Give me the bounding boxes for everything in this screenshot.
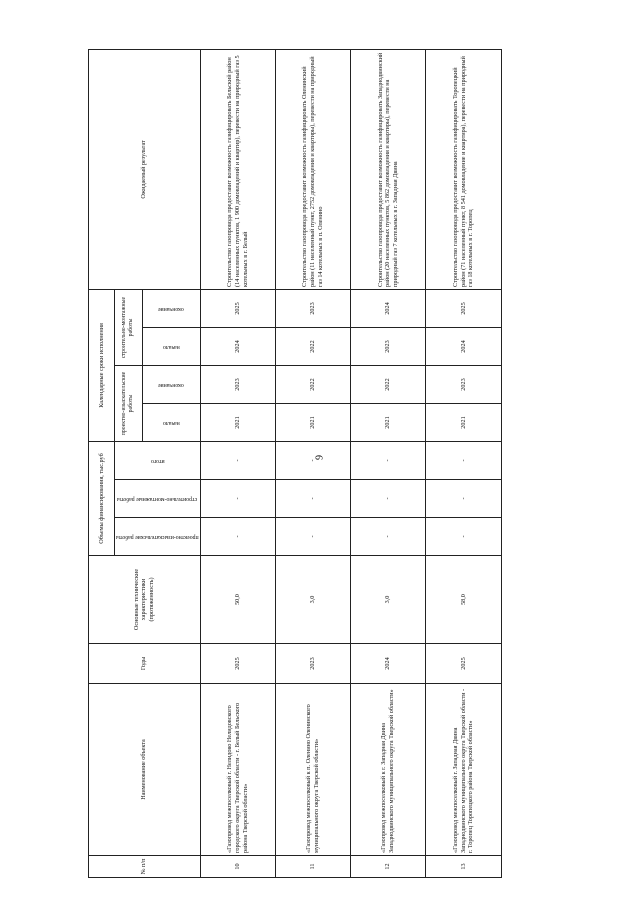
cell-fin-design: -: [275, 518, 350, 556]
cell-characteristics: 3,0: [351, 556, 426, 644]
cell-characteristics: 50,0: [200, 556, 275, 644]
cell-characteristics: 58,0: [426, 556, 501, 644]
gas-pipeline-table-container: [88, 52, 484, 878]
header-fin-construction-label: строительно-монтажные работы: [117, 496, 198, 503]
header-cal-construction: строительно-монтажные работы: [115, 289, 143, 365]
cell-design-start: 2021: [426, 404, 501, 442]
cell-fin-construction: -: [200, 480, 275, 518]
cell-fin-total: -: [275, 442, 350, 480]
cell-construction-end: 2025: [200, 289, 275, 327]
header-fin-total: [115, 442, 201, 480]
cell-fin-construction: -: [275, 480, 350, 518]
cell-design-end: 2023: [200, 366, 275, 404]
header-construction-end: [142, 289, 200, 327]
cell-fin-design: -: [200, 518, 275, 556]
cell-years: 2023: [275, 644, 350, 684]
header-construction-start-label: начало: [162, 344, 180, 351]
cell-fin-construction: -: [426, 480, 501, 518]
header-fin-design-label: проектно-изыскательские работы: [116, 534, 199, 541]
cell-fin-design: -: [351, 518, 426, 556]
cell-characteristics: 3,0: [275, 556, 350, 644]
header-financing: Объемы финансирования, тыс.руб: [89, 442, 115, 556]
cell-construction-end: 2023: [275, 289, 350, 327]
header-design-end: [142, 366, 200, 404]
cell-construction-end: 2025: [426, 289, 501, 327]
header-design-start: [142, 404, 200, 442]
cell-num: 12: [351, 856, 426, 878]
cell-name: «Газопровод межпоселковый г. Западная Двина Западнодвинского муниципального округа Тверской области - г. Торопец Торопецкого района Тверской области»: [426, 684, 501, 856]
header-design-start-label: начало: [162, 420, 180, 427]
cell-construction-start: 2023: [351, 328, 426, 366]
header-fin-total-label: итого: [150, 458, 165, 465]
table-row: [200, 49, 275, 877]
cell-result: Строительство газопровода предоставит возможность газифицировать Бельский район (14 населенных пунктов, 1 900 домовладений и квартир), перевести на природный газ 5 котельных в г. Белый: [200, 49, 275, 289]
cell-num: 11: [275, 856, 350, 878]
header-years: Годы: [89, 644, 201, 684]
header-fin-design: [115, 518, 201, 556]
cell-design-start: 2021: [200, 404, 275, 442]
header-calendar: Календарные сроки исполнения: [89, 289, 115, 441]
cell-design-end: 2023: [426, 366, 501, 404]
cell-design-end: 2022: [351, 366, 426, 404]
cell-construction-end: 2024: [351, 289, 426, 327]
header-construction-end-label: окончание: [158, 306, 184, 313]
cell-design-start: 2021: [275, 404, 350, 442]
cell-design-start: 2021: [351, 404, 426, 442]
cell-construction-start: 2022: [275, 328, 350, 366]
cell-num: 13: [426, 856, 501, 878]
cell-num: 10: [200, 856, 275, 878]
cell-result: Строительство газопровода предоставит возможность газифицировать Торопецкий район (71 населенный пункт, 8 541 домовладение и квартира), перевести на природный газ 18 котельных в г. Торопец: [426, 49, 501, 289]
header-result: Ожидаемый результат: [89, 49, 201, 289]
header-fin-construction: [115, 480, 201, 518]
table-row: [426, 49, 501, 877]
cell-name: «Газопровод межпоселковый г. Нелидово Нелидовского городского округа Тверской области - г. Белый Бельского района Тверской области»: [200, 684, 275, 856]
cell-years: 2025: [426, 644, 501, 684]
cell-name: «Газопровод межпоселковый к п. Оленино Оленинского муниципального округа Тверской области»: [275, 684, 350, 856]
cell-fin-total: -: [426, 442, 501, 480]
cell-fin-construction: -: [351, 480, 426, 518]
cell-fin-total: -: [351, 442, 426, 480]
header-cal-design: проектно-изыскательские работы: [115, 366, 143, 442]
cell-design-end: 2022: [275, 366, 350, 404]
cell-fin-design: -: [426, 518, 501, 556]
cell-result: Строительство газопровода предоставит возможность газифицировать Западнодвинский район (20 населенных пунктов, 5 862 домовладения и квартиры), перевести на природный газ 7 котельных в г. Западная Двина: [351, 49, 426, 289]
header-name: Наименование объекта: [89, 684, 201, 856]
header-num: № п/п: [89, 856, 201, 878]
header-characteristics: Основные технические характеристики (протяженность): [89, 556, 201, 644]
cell-years: 2024: [351, 644, 426, 684]
cell-construction-start: 2024: [426, 328, 501, 366]
cell-name: «Газопровод межпоселковый к г. Западная Двина Западнодвинского муниципального округа Тверской области»: [351, 684, 426, 856]
table-row: [275, 49, 350, 877]
cell-result: Строительство газопровода предоставит возможность газифицировать Оленинский район (11 населенный пункт, 2752 домовладения и квартиры), перевести на природный газ 14 котельных в п. Оленино: [275, 49, 350, 289]
header-design-end-label: окончание: [158, 382, 184, 389]
gas-pipeline-table: [88, 49, 502, 878]
page-number: 9: [314, 455, 326, 460]
cell-years: 2025: [200, 644, 275, 684]
header-construction-start: [142, 328, 200, 366]
cell-construction-start: 2024: [200, 328, 275, 366]
table-row: [351, 49, 426, 877]
cell-fin-total: -: [200, 442, 275, 480]
